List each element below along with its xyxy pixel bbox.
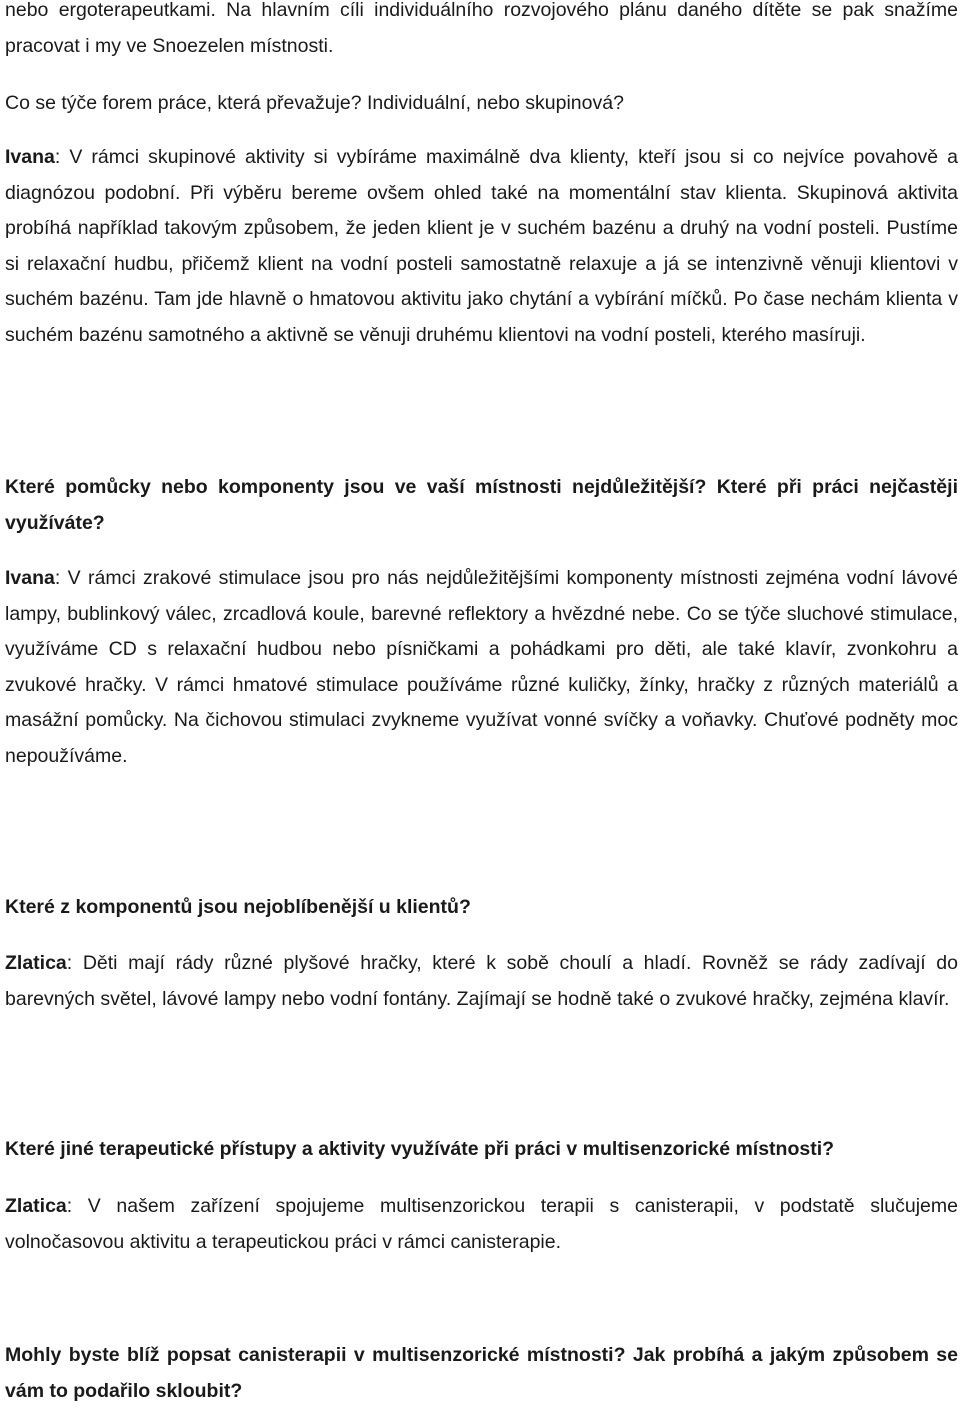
question-text: Které pomůcky nebo komponenty jsou ve vaší místnosti nejdůležitější? Které při práci nejčastěji využíváte? [5,476,958,534]
question-forms-of-work [5,86,958,122]
question-important-components [5,470,958,541]
answer-other-approaches [5,1189,958,1260]
question-text: Které z komponentů jsou nejoblíbenější u klientů? [5,896,471,918]
answer-forms-of-work [5,140,958,353]
question-popular-components [5,890,958,926]
question-text: Mohly byste blíž popsat canisterapii v multisenzorické místnosti? Jak probíhá a jakým způsobem se vám to podařilo skloubit? [5,1344,958,1402]
question-canistherapy [5,1338,958,1409]
speaker-name: Zlatica [5,952,67,974]
question-other-approaches [5,1132,958,1168]
speaker-name: Ivana [5,567,55,589]
paragraph-text: nebo ergoterapeutkami. Na hlavním cíli individuálního rozvojového plánu daného dítěte se pak snažíme pracovat i my ve Snoezelen místnosti. [5,0,958,57]
answer-text: : V rámci skupinové aktivity si vybíráme maximálně dva klienty, kteří jsou si co nejvíce povahově a diagnózou podobní. Při výběru bereme ovšem ohled také na momentální stav klienta. Skupinová aktivita probíhá například takovým způsobem, že jeden klient je v suchém bazénu a druhý na vodní posteli. Pustíme si relaxační hudbu, přičemž klient na vodní posteli samostatně relaxuje a já se intenzivně věnuji klientovi v suchém bazénu. Tam jde hlavně o hmatovou aktivitu jako chytání a vybírání míčků. Po čase nechám klienta v suchém bazénu samotného a aktivně se věnuji druhému klientovi na vodní posteli, kterého masíruji. [5,146,958,346]
paragraph-intro-end [5,0,958,64]
question-text: Co se týče forem práce, která převažuje? Individuální, nebo skupinová? [5,92,624,114]
speaker-name: Zlatica [5,1195,67,1217]
question-text: Které jiné terapeutické přístupy a aktivity využíváte při práci v multisenzorické místnosti? [5,1138,835,1160]
answer-text: : V našem zařízení spojujeme multisenzorickou terapii s canisterapii, v podstatě slučujeme volnočasovou aktivitu a terapeutickou práci v rámci canisterapie. [5,1195,958,1253]
answer-popular-components [5,946,958,1017]
speaker-name: Ivana [5,146,55,168]
answer-text: : V rámci zrakové stimulace jsou pro nás nejdůležitějšími komponenty místnosti zejména vodní lávové lampy, bublinkový válec, zrcadlová koule, barevné reflektory a hvězdné nebe. Co se týče sluchové stimulace, využíváme CD s relaxační hudbou nebo písničkami a pohádkami pro děti, ale také klavír, zvonkohru a zvukové hračky. V rámci hmatové stimulace používáme různé kuličky, žínky, hračky z různých materiálů a masážní pomůcky. Na čichovou stimulaci zvykneme využívat vonné svíčky a voňavky. Chuťové podněty moc nepoužíváme. [5,567,958,767]
answer-text: : Děti mají rády různé plyšové hračky, které k sobě choulí a hladí. Rovněž se rády zadívají do barevných světel, lávové lampy nebo vodní fontány. Zajímají se hodně také o zvukové hračky, zejména klavír. [5,952,958,1010]
answer-important-components [5,561,958,774]
